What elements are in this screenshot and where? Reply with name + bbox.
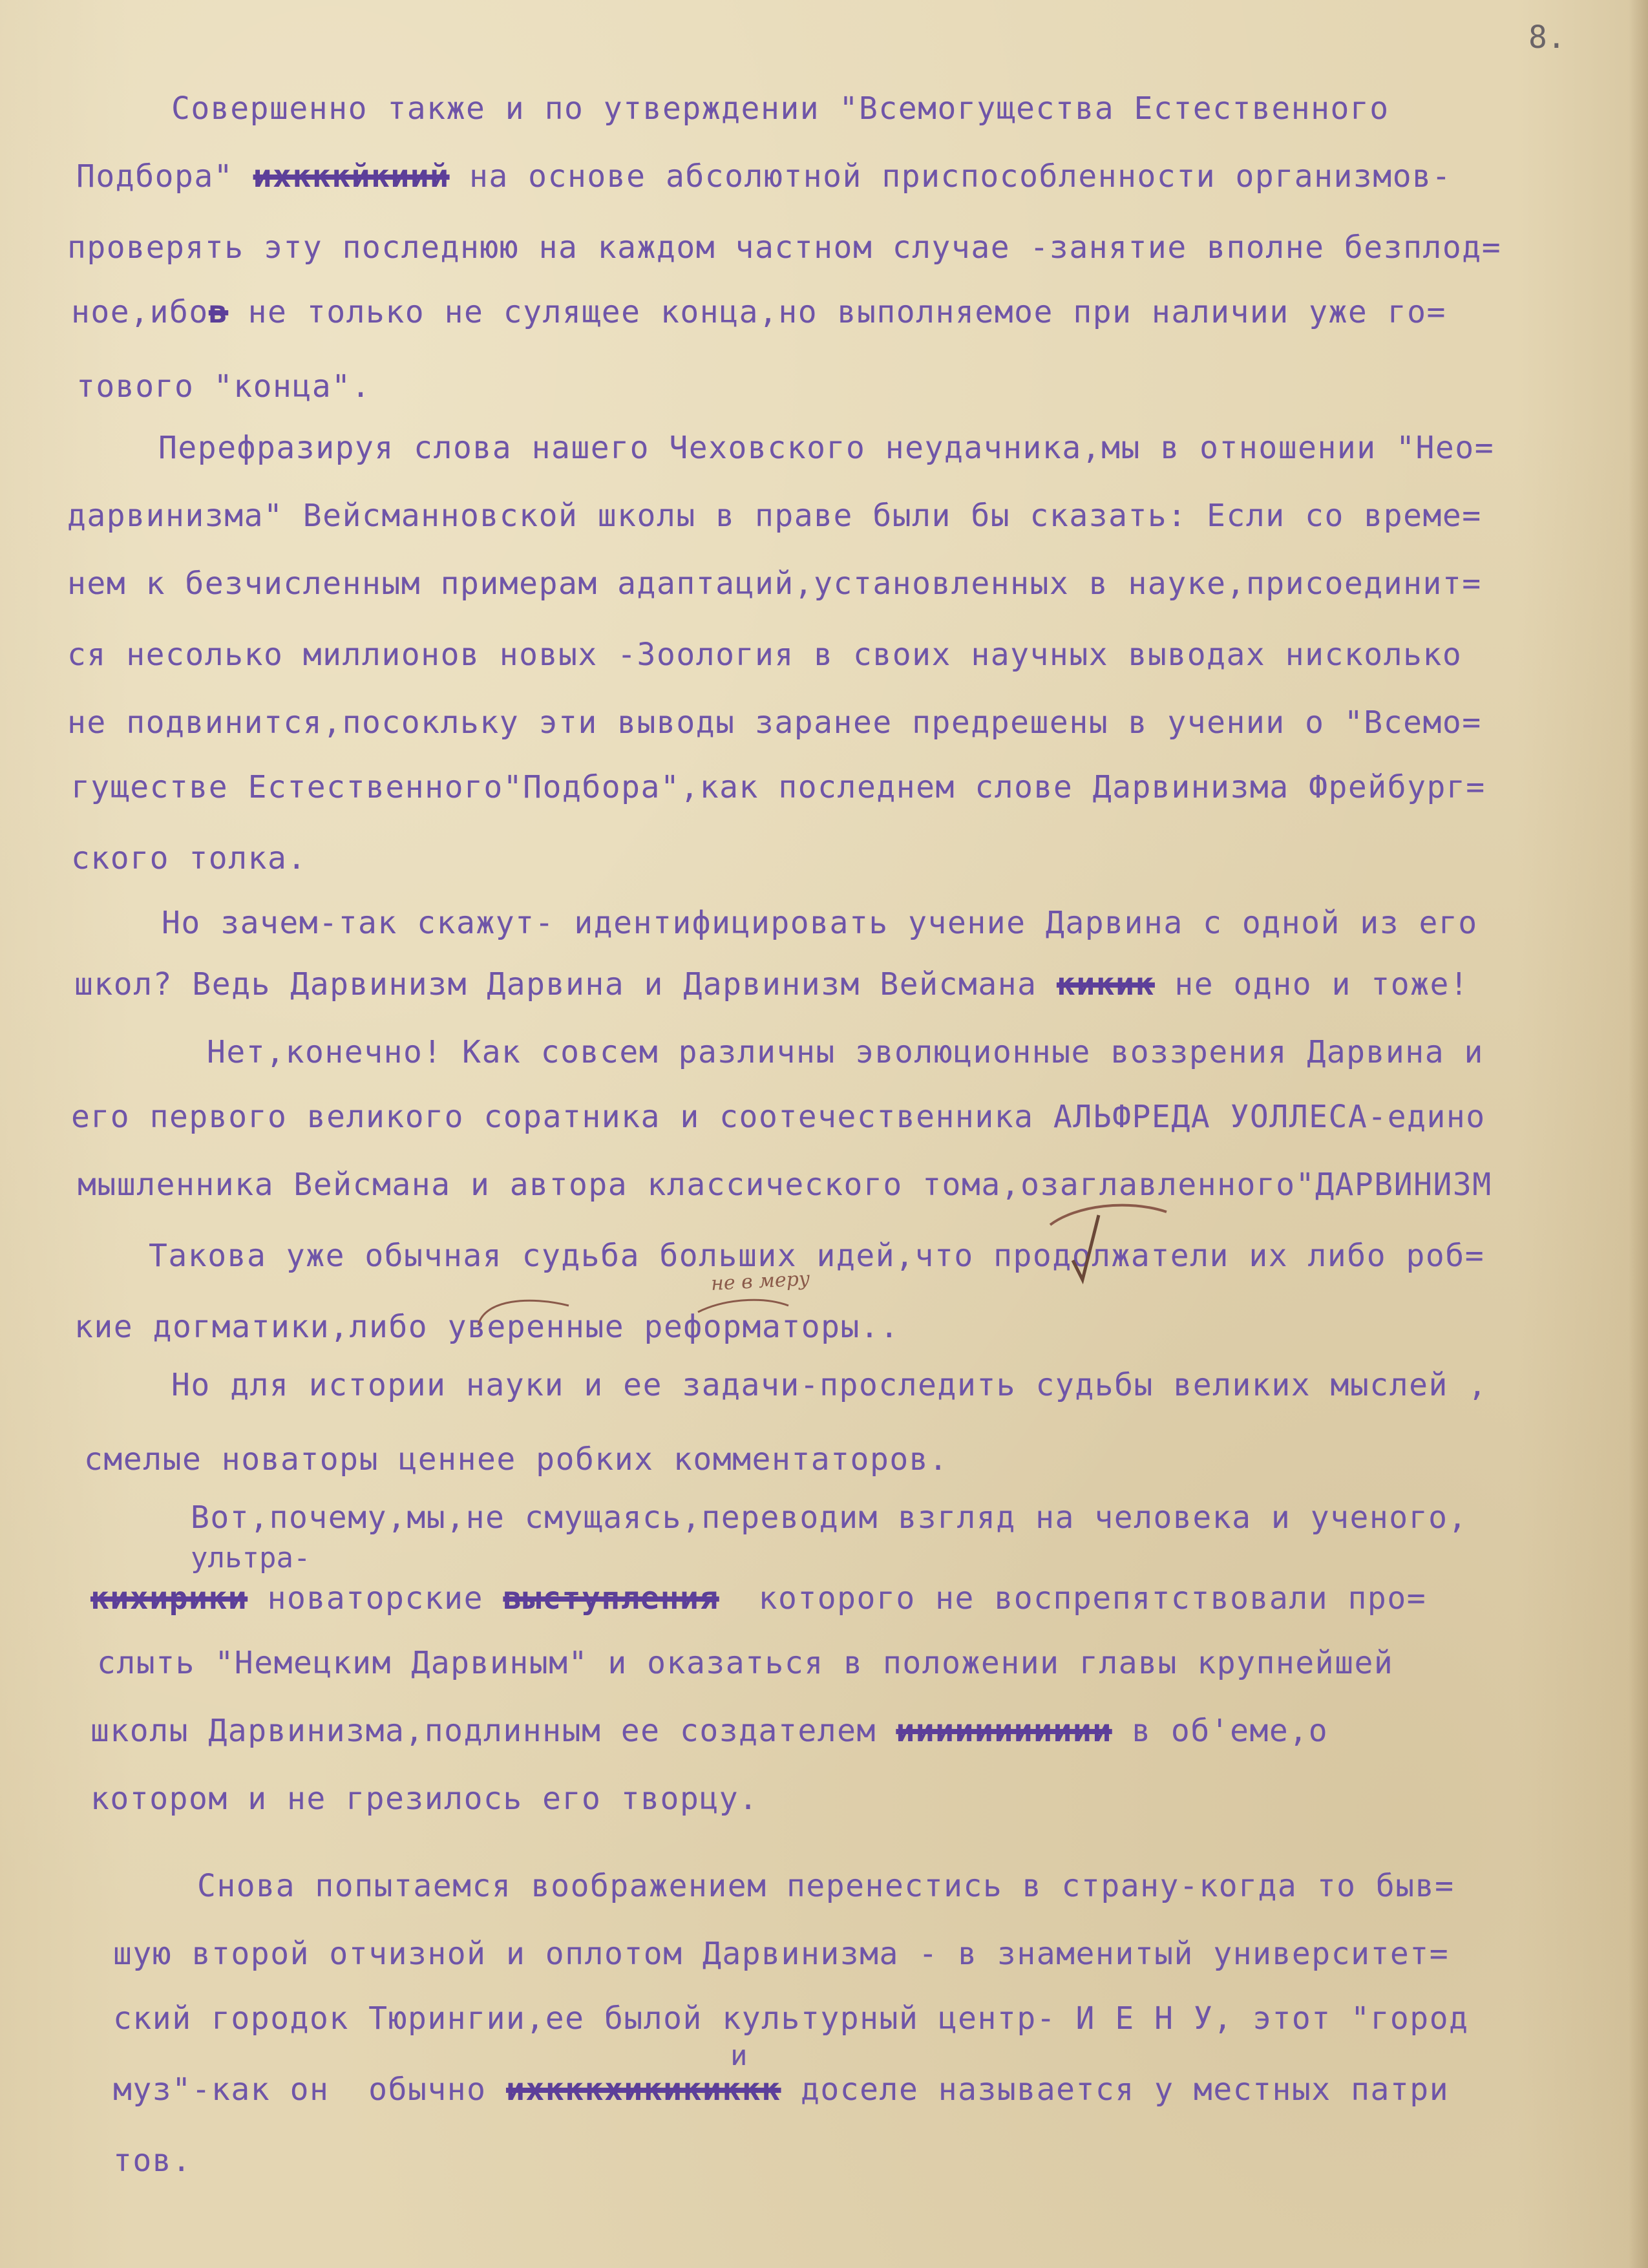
text-line: [71, 294, 1446, 330]
text-line: [113, 2143, 192, 2179]
line-text: Перефразируя слова нашего Чеховского неудачника,мы в отношении "Нео=: [158, 430, 1495, 466]
insertion-mark-icon: [1037, 1199, 1179, 1277]
line-text: проверять эту последнюю на каждом частном случае -занятие вполне безплод=: [67, 229, 1502, 266]
line-text: Вот,почему,мы,не смущаясь,переводим взгляд на человека и ученого,: [191, 1500, 1468, 1536]
struck-out-text: кихирики: [90, 1580, 248, 1616]
text-line: [171, 90, 1389, 127]
text-line: [78, 1167, 1492, 1203]
text-line: [149, 1238, 1484, 1274]
line-text: которого не воспрепятствовали про=: [719, 1580, 1427, 1616]
text-line: [113, 2000, 1469, 2037]
text-line: [84, 1441, 949, 1478]
text-line: [207, 1034, 1484, 1070]
text-line: [71, 769, 1486, 805]
line-text: школы Дарвинизма,подлинным ее создателем: [90, 1713, 896, 1749]
line-text: нем к безчисленным примерам адаптаций,установленных в науке,присоединит=: [67, 566, 1482, 602]
handwritten-note: не в меру: [710, 1267, 811, 1295]
text-line: [113, 1936, 1449, 1972]
line-text: смелые новаторы ценнее робких комментаторов.: [84, 1441, 949, 1478]
line-text: тового "конца".: [76, 368, 371, 405]
struck-out-text: кикик: [1056, 966, 1155, 1002]
text-line: [197, 1868, 1455, 1904]
line-text: котором и не грезилось его творцу.: [90, 1781, 759, 1817]
struck-out-text: выступления: [503, 1580, 719, 1616]
interlinear-insert-ultra: ультра-: [191, 1542, 311, 1574]
text-line: [74, 966, 1469, 1002]
text-line: [67, 637, 1462, 673]
line-text: тов.: [113, 2143, 192, 2179]
line-text: слыть "Немецким Дарвиным" и оказаться в положении главы крупнейшей: [97, 1645, 1394, 1681]
line-text: муз"-как он обычно: [113, 2072, 506, 2108]
text-line: [162, 905, 1478, 941]
line-text: в об'еме,о: [1112, 1713, 1329, 1749]
line-text: его первого великого соратника и соотечественника АЛЬФРЕДА УОЛЛЕСА-едино: [71, 1099, 1486, 1135]
line-text: мышленника Вейсмана и автора классического тома,озаглавленного"ДАРВИНИЗМ: [78, 1167, 1492, 1203]
text-line: [113, 2072, 1449, 2108]
text-line: [76, 368, 371, 405]
struck-out-text: в: [208, 294, 229, 330]
line-text: Нет,конечно! Как совсем различны эволюционные воззрения Дарвина и: [207, 1034, 1484, 1070]
text-line: [67, 229, 1501, 266]
text-line: [67, 566, 1482, 602]
line-text: шую второй отчизной и оплотом Дарвинизма - в знаменитый университет=: [113, 1936, 1450, 1972]
pencil-arc-icon: [472, 1286, 795, 1338]
text-line: [90, 1781, 759, 1817]
line-text: Но для истории науки и ее задачи-проследить судьбы великих мыслей ,: [171, 1367, 1488, 1403]
line-text: ное,ибо: [71, 294, 209, 330]
text-line: [97, 1645, 1393, 1681]
text-line: [90, 1713, 1328, 1749]
struck-out-text: ихкккйкиий: [253, 158, 450, 195]
paper-edge: [1629, 0, 1648, 2268]
line-text: не подвинится,посокльку эти выводы заранее предрешены в учении о "Всемо=: [67, 705, 1482, 741]
line-text: доселе называется у местных патри: [781, 2072, 1450, 2108]
text-line: [191, 1500, 1468, 1536]
line-text: не одно и тоже!: [1154, 966, 1470, 1002]
line-text: на основе абсолютной приспособленности организмов-: [449, 158, 1452, 195]
struck-out-text: ихкккхикикиккк: [505, 2072, 781, 2108]
page-number: 8.: [1528, 19, 1566, 56]
line-text: новаторские: [248, 1580, 503, 1616]
line-text: Такова уже обычная судьба больших идей,что продолжатели их либо роб=: [149, 1238, 1485, 1274]
text-line: [71, 840, 307, 876]
line-text: ского толка.: [71, 840, 307, 876]
line-text: гуществе Естественного"Подбора",как последнем слове Дарвинизма Фрейбург=: [71, 769, 1486, 805]
text-line: [67, 705, 1482, 741]
text-line: [158, 430, 1494, 466]
line-text: школ? Ведь Дарвинизм Дарвина и Дарвинизм Вейсмана: [74, 966, 1057, 1002]
text-line: [76, 158, 1452, 195]
line-text: не только не сулящее конца,но выполняемое при наличии уже го=: [228, 294, 1446, 330]
text-line: [90, 1580, 1426, 1616]
struck-out-text: иииииииииии: [896, 1713, 1112, 1749]
text-line: [67, 498, 1482, 534]
line-text: Но зачем-так скажут- идентифицировать учение Дарвина с одной из его: [162, 905, 1478, 941]
line-text: ся несолько миллионов новых -Зоология в своих научных выводах нисколько: [67, 637, 1463, 673]
line-text: дарвинизма" Вейсманновской школы в праве были бы сказать: Если со време=: [67, 498, 1482, 534]
line-text: ский городок Тюрингии,ее былой культурный центр- И Е Н У, этот "город: [113, 2000, 1469, 2037]
line-text: Подбора": [76, 158, 253, 195]
line-text: Совершенно также и по утверждении "Всемогущества Естественного: [171, 90, 1389, 127]
line-text: кие догматики,либо уверенные реформаторы..: [74, 1309, 900, 1345]
text-line: [171, 1367, 1488, 1403]
text-line: [71, 1099, 1486, 1135]
interlinear-insert-i: и: [730, 2039, 748, 2072]
line-text: Снова попытаемся воображением перенестись в страну-когда то быв=: [197, 1868, 1455, 1904]
